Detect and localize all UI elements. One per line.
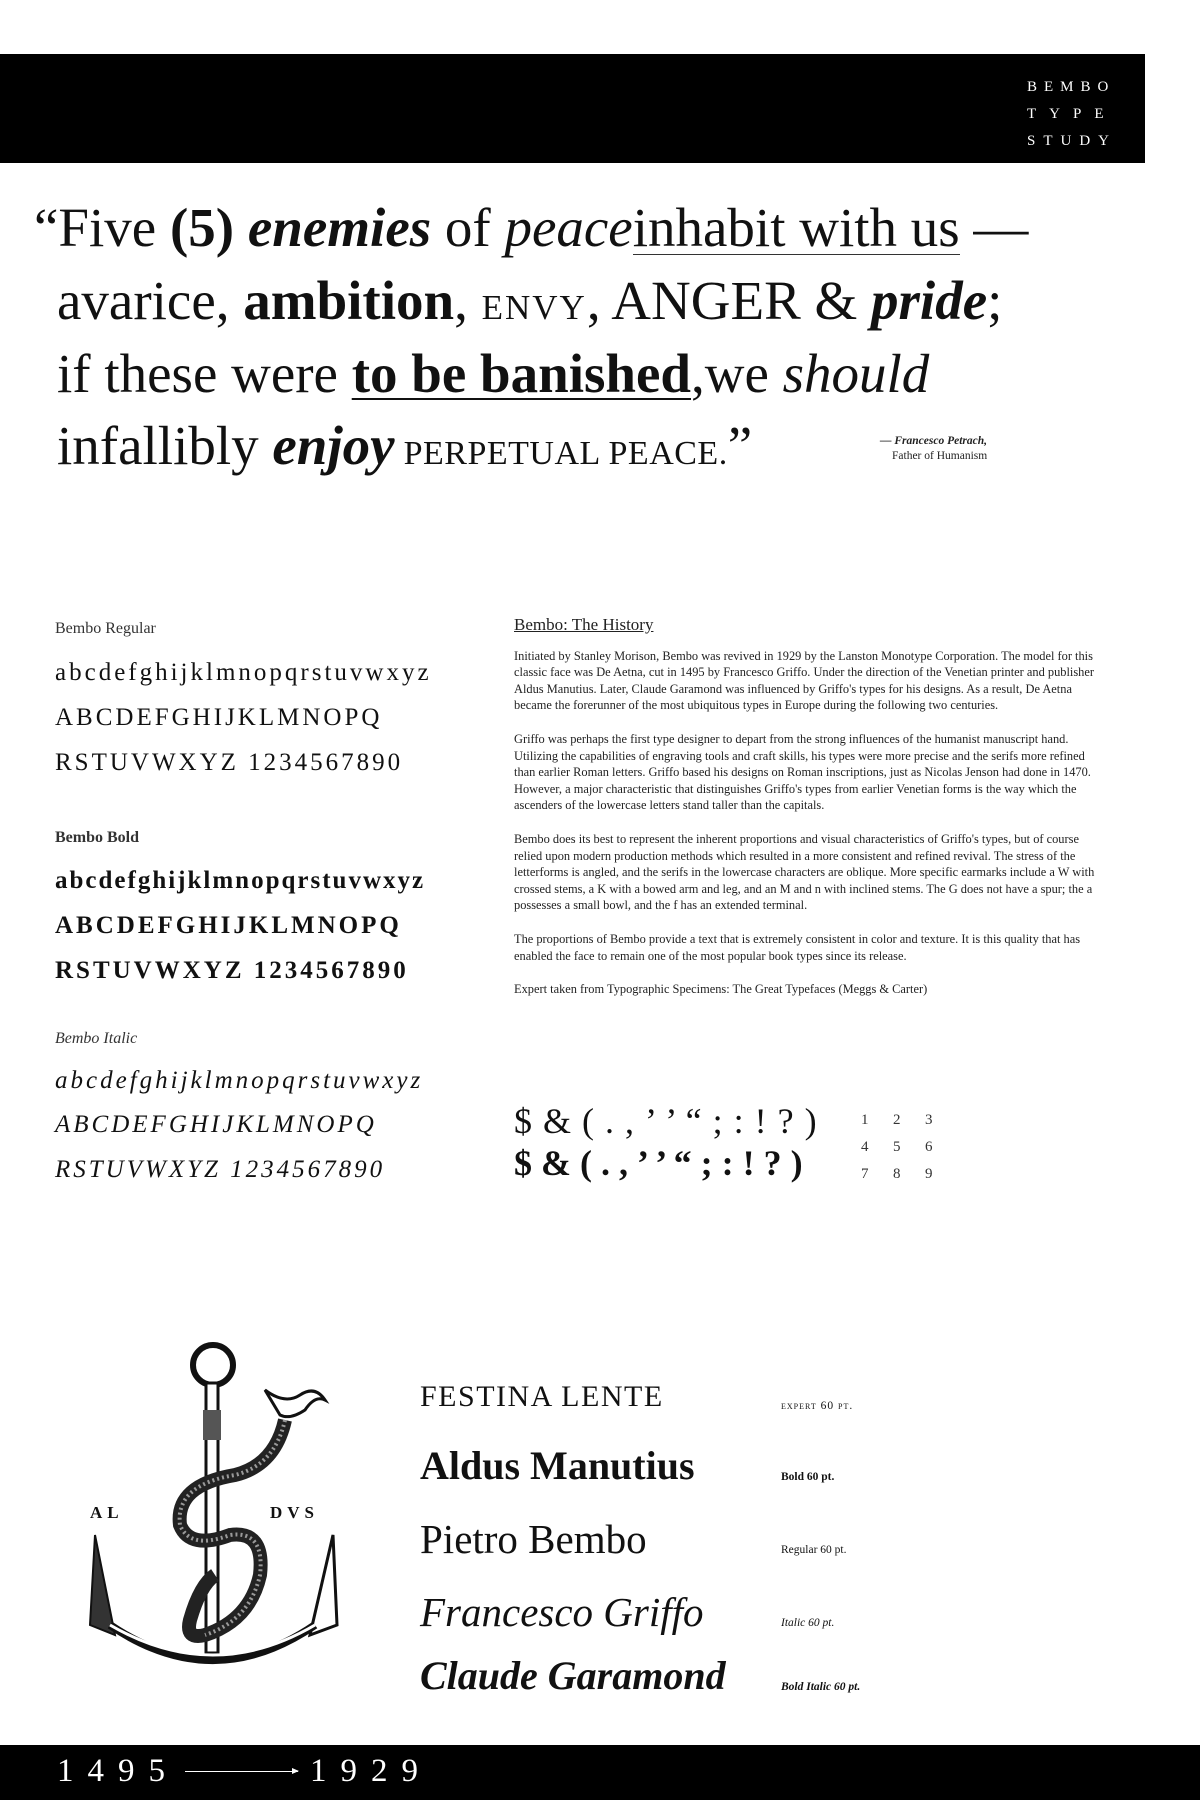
numeral: 5 [893,1139,901,1155]
specimen-line: RSTUVWXYZ 1234567890 [55,749,404,776]
specimen-label-bold: Bembo Bold [55,829,140,846]
attribution-name: — Francesco Petrach, [880,435,988,447]
numeral: 2 [893,1112,901,1128]
showcase-name-regular: Pietro Bembo [420,1516,647,1562]
showcase-size-bold-italic: Bold Italic 60 pt. [781,1681,861,1693]
brand-line: TYPE [1026,106,1117,122]
footer-bar [0,1745,1200,1800]
punctuation-regular: $ & ( . , ’ ’ “ ; : ! ? ) [514,1101,818,1141]
history-heading: Bembo: The History [514,615,654,634]
showcase-size-expert: expert 60 pt. [781,1400,854,1412]
specimen-line: abcdefghijklmnopqrstuvwxyz [55,867,426,894]
numeral: 9 [925,1166,933,1182]
showcase-size-regular: Regular 60 pt. [781,1544,847,1556]
showcase-name-bold: Aldus Manutius [420,1443,695,1488]
specimen-line: ABCDEFGHIJKLMNOPQ [55,704,383,731]
history-paragraph: Griffo was perhaps the first type designer to depart from the strong influences of the humanist manuscript hand. Utilizing the capabilities of engraving tools and craft skills, his types were more precise and the serifs more refined than earlier Roman letters. Griffo based his designs on Roman inscriptions, just as Nicolas Jenson had done in 1470. However, a major characteristic that distinguishes Griffo's types from earlier Venetian forms is the way which the ascenders of the lowercase letters stand taller than the capitals. [514,731,1091,813]
showcase-size-italic: Italic 60 pt. [781,1617,835,1629]
timeline-arrow-icon [185,1771,298,1772]
punctuation-bold: $ & ( . , ’ ’ “ ; : ! ? ) [514,1143,803,1183]
quote-line-2: avarice, ambition, envy, ANGER & pride; [57,270,1003,331]
history-section [514,617,1104,1015]
attribution-title: Father of Humanism [892,450,988,462]
numeral: 6 [925,1139,933,1155]
showcase-name-bold-italic: Claude Garamond [420,1653,726,1698]
specimen-line: ABCDEFGHIJKLMNOPQ [55,1111,377,1138]
history-paragraph: Bembo does its best to represent the inherent proportions and visual characteristics of Griffo's types, but of course relied upon modern production methods which resulted in a more consistent and refined revival. The stress of the letterforms is angled, and the serifs in the lowercase characters are oblique. More specific earmarks include a W with crossed stems, a K with a bowed arm and leg, and an M and n with inclined stems. The G does not have a spur; the a possesses a small bowl, and the f has an extended terminal. [514,831,1095,913]
header-bar [0,54,1145,163]
history-paragraph: Initiated by Stanley Morison, Bembo was revived in 1929 by the Lanston Monotype Corporation. The model for this classic face was De Aetna, cut in 1495 by Francesco Griffo. Under the direction of the Venetian printer and publisher Aldus Manutius. Later, Claude Garamond was influenced by Griffo's types for his designs. As a result, De Aetna became the forerunner of the most ubiquitous types in Europe during the following two centuries. [514,648,1094,713]
numeral: 1 [861,1112,869,1128]
showcase-name-italic: Francesco Griffo [420,1589,704,1635]
specimen-label-italic: Bembo Italic [55,1030,138,1047]
specimen-line: RSTUVWXYZ 1234567890 [55,1156,386,1183]
emblem-text-right: DVS [270,1503,320,1522]
brand-line: STUDY [1026,133,1117,149]
specimen-line: RSTUVWXYZ 1234567890 [55,957,409,984]
specimen-line: abcdefghijklmnopqrstuvwxyz [55,659,432,686]
quote-line-1: “Five (5) enemies of peaceinhabit with us — [34,197,1029,258]
timeline-end: 1929 [310,1753,432,1789]
numeral: 7 [861,1166,869,1182]
specimen-line: ABCDEFGHIJKLMNOPQ [55,912,402,939]
emblem-text-left: AL [90,1503,124,1522]
aldine-anchor-emblem [75,1335,355,1695]
specimen-label-regular: Bembo Regular [55,620,156,637]
brand-line: BEMBO [1026,79,1116,95]
quote-line-3: if these were to be banished,we should [57,343,930,404]
showcase-size-bold: Bold 60 pt. [781,1471,835,1483]
brand-title [1027,74,1117,155]
quote-attribution [880,434,987,464]
numeral: 4 [861,1139,869,1155]
numeral: 8 [893,1166,901,1182]
history-source: Expert taken from Typographic Specimens: The Great Typefaces (Meggs & Carter) [514,982,928,997]
history-paragraph: The proportions of Bembo provide a text that is extremely consistent in color and texture. It is this quality that has enabled the face to remain one of the most popular book types since its release. [514,931,1081,963]
numeral: 3 [925,1112,933,1128]
specimen-line: abcdefghijklmnopqrstuvwxyz [55,1067,424,1094]
timeline-start: 1495 [57,1753,179,1789]
showcase-name-expert: FESTINA LENTE [420,1380,664,1413]
quote-line-4: infallibly enjoy PERPETUAL PEACE.” [57,415,753,476]
